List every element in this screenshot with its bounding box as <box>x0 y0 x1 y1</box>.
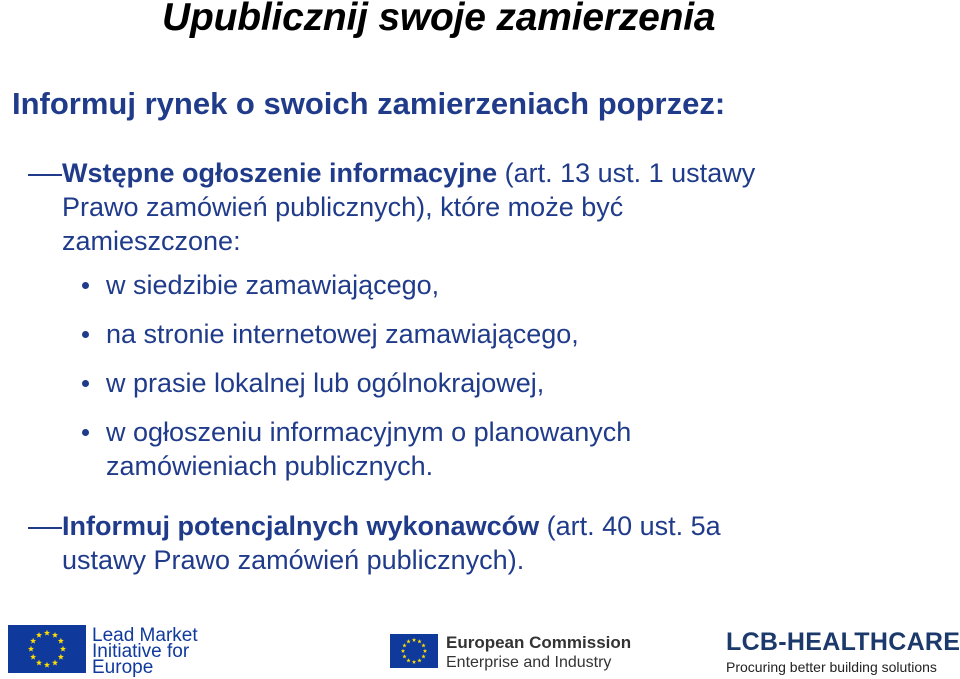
list-item-line: zamówieniach publicznych. <box>106 451 434 481</box>
star-icon <box>421 643 425 647</box>
item-text: (art. 40 ust. 5a <box>539 511 721 541</box>
star-icon <box>412 660 416 664</box>
bullet-icon <box>82 429 89 436</box>
list-item-line: w ogłoszeniu informacyjnym o planowanych <box>106 417 632 447</box>
dash-marker <box>28 174 62 176</box>
star-icon <box>402 643 406 647</box>
list-item-text: na stronie internetowej zamawiającego, <box>106 319 579 349</box>
star-icon <box>44 662 50 668</box>
lmi-logo-line: Initiative for <box>92 641 190 662</box>
list-item-text <box>106 415 946 483</box>
dash-marker <box>28 527 62 529</box>
star-icon <box>28 646 34 652</box>
ec-logo-title: European Commission <box>446 633 632 652</box>
star-icon <box>52 660 58 666</box>
item-text: zamieszczone: <box>62 226 241 256</box>
star-icon <box>406 639 410 643</box>
bullet-icon <box>82 380 89 387</box>
star-icon <box>417 658 421 662</box>
star-icon <box>52 632 58 638</box>
item-text: (art. 13 ust. 1 ustawy <box>497 158 756 188</box>
item-text: ustawy Prawo zamówień publicznych). <box>62 545 525 575</box>
star-icon <box>58 654 64 660</box>
star-icon <box>401 649 405 653</box>
star-icon <box>412 638 416 642</box>
list-item-text: w siedzibie zamawiającego, <box>106 270 440 300</box>
item-preliminary-notice <box>62 156 942 258</box>
item-bold-text: Informuj potencjalnych wykonawców <box>62 511 540 541</box>
star-icon <box>36 632 42 638</box>
lcb-logo-tagline: Procuring better building solutions <box>726 659 937 675</box>
star-icon <box>402 654 406 658</box>
eu-flag-icon <box>390 634 438 668</box>
star-icon <box>60 646 66 652</box>
eu-flag-icon <box>8 625 86 673</box>
list-item-text: w prasie lokalnej lub ogólnokrajowej, <box>106 368 545 398</box>
bullet-icon <box>82 331 89 338</box>
item-potential-contractors <box>62 509 942 577</box>
slide-subtitle: Informuj rynek o swoich zamierzeniach poprzez: <box>12 86 726 121</box>
star-icon <box>44 630 50 636</box>
star-icon <box>30 654 36 660</box>
bullet-icon <box>82 282 89 289</box>
star-icon <box>417 639 421 643</box>
star-icon <box>36 660 42 666</box>
item-text: Prawo zamówień publicznych), które może być <box>62 192 624 222</box>
star-icon <box>30 638 36 644</box>
star-icon <box>423 649 427 653</box>
lmi-logo-text <box>92 625 198 678</box>
star-icon <box>58 638 64 644</box>
slide-title: Upublicznij swoje zamierzenia <box>162 0 716 39</box>
ec-logo-subtitle: Enterprise and Industry <box>446 654 612 671</box>
item-bold-text: Wstępne ogłoszenie informacyjne <box>62 158 498 188</box>
star-icon <box>406 658 410 662</box>
lmi-logo-line: Lead Market <box>92 625 198 646</box>
star-icon <box>421 654 425 658</box>
lcb-logo-title: LCB-HEALTHCARE <box>726 628 960 656</box>
lmi-logo-line: Europe <box>92 657 154 678</box>
